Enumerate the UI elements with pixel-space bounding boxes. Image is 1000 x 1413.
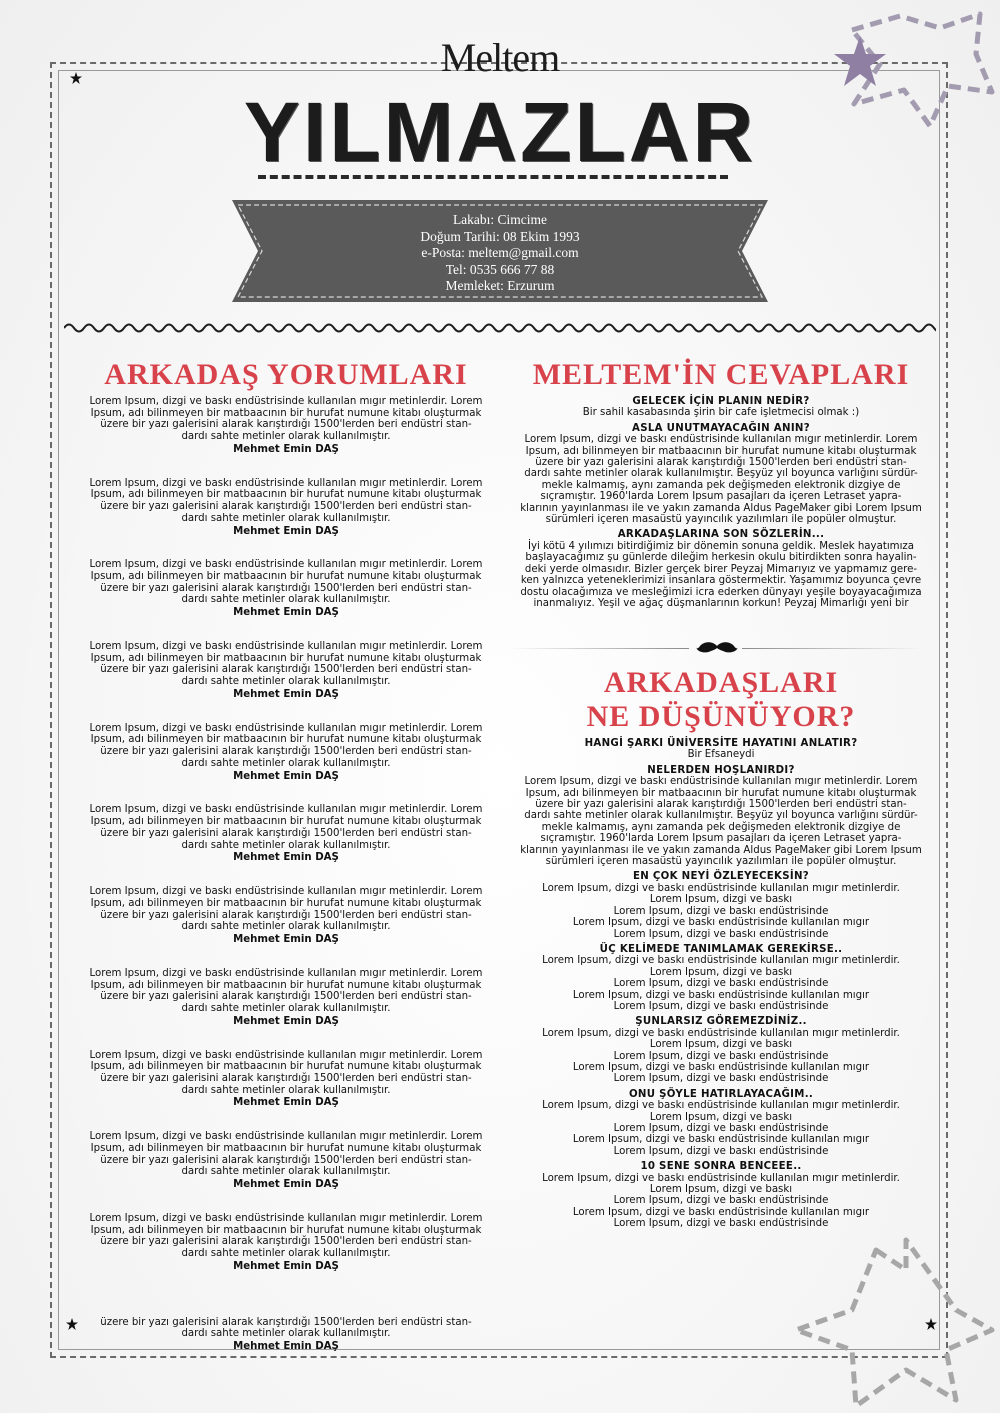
friends-opinions-list — [506, 738, 936, 1230]
answer-line: klarının yayınlanması ile ve yakın zamanda Aldus PageMaker gibi Lorem Ipsum — [520, 502, 922, 514]
answer-line: Lorem Ipsum, dizgi ve baskı endüstrisinde — [613, 978, 829, 990]
review-text-line: Lorem Ipsum, dizgi ve baskı endüstrisinde kullanılan mıgır metinlerdir. Lorem — [89, 396, 483, 407]
answer-line: Lorem Ipsum, dizgi ve baskı endüstrisinde kullanılan mıgır — [572, 989, 870, 1001]
friend-reviews-list — [76, 396, 496, 1353]
qa-item — [506, 871, 936, 939]
review-text-line: dardı sahte metinler olarak kullanılmıştır. — [181, 757, 391, 769]
review-text-line: üzere bir yazı galerisini alarak karıştırdığı 1500'lerden beri endüstri stan- — [100, 909, 472, 921]
answer-line: Lorem Ipsum, dizgi ve baskı endüstrisinde kullanılan mıgır metinlerdir. — [542, 882, 900, 894]
mustache-divider-icon — [696, 641, 738, 655]
answer-line: üzere bir yazı galerisini alarak karıştırdığı 1500'lerden beri endüstri stan- — [535, 457, 907, 469]
question: ŞUNLARSIZ GÖREMEZDİNİZ.. — [635, 1016, 807, 1028]
friend-review — [76, 886, 496, 968]
review-text-line: dardı sahte metinler olarak kullanılmıştır. — [181, 676, 391, 688]
review-text-line: dardı sahte metinler olarak kullanılmıştır. — [181, 1247, 391, 1259]
question: GELECEK İÇİN PLANIN NEDİR? — [632, 396, 810, 407]
qa-item — [506, 1161, 936, 1229]
review-author: Mehmet Emin DAŞ — [233, 1179, 339, 1190]
question: ASLA UNUTMAYACAĞIN ANIN? — [632, 422, 810, 434]
review-text-line: üzere bir yazı galerisini alarak karıştırdığı 1500'lerden beri endüstri stan- — [100, 582, 472, 594]
answer-line: Lorem Ipsum, dizgi ve baskı endüstrisinde — [613, 1218, 829, 1230]
review-text-line: üzere bir yazı galerisini alarak karıştırdığı 1500'lerden beri endüstri stan- — [100, 664, 472, 676]
review-text-line: Lorem Ipsum, dizgi ve baskı endüstrisinde kullanılan mıgır metinlerdir. Lorem — [89, 559, 483, 571]
qa-item — [506, 1089, 936, 1157]
answer-line: inanmalıyız. Yeşil ve ağaç düşmanlarının korkun! Peyzaj Mimarlığı yeni bir — [533, 597, 909, 609]
answer-line: Lorem Ipsum, dizgi ve baskı endüstrisinde kullanılan mıgır metinlerdir. Lorem — [524, 776, 918, 788]
star-outline-icon-bottom-right — [756, 1230, 1000, 1413]
info-birth-date: Doğum Tarihi: 08 Ekim 1993 — [420, 228, 580, 244]
review-author: Mehmet Emin DAŞ — [233, 525, 339, 537]
friend-review — [76, 723, 496, 805]
review-text-line: dardı sahte metinler olarak kullanılmıştır. — [181, 1328, 391, 1340]
friend-review — [76, 804, 496, 886]
friend-review — [76, 478, 496, 560]
review-author: Mehmet Emin DAŞ — [233, 443, 339, 455]
qa-item — [506, 423, 936, 526]
friend-review — [76, 968, 496, 1050]
answer-line: sürümleri içeren masaüstü yayıncılık yazılımları ile popüler olmuştur. — [545, 514, 897, 526]
info-email: e-Posta: meltem@gmail.com — [421, 245, 579, 260]
review-author: Mehmet Emin DAŞ — [233, 1260, 339, 1272]
friend-review — [76, 396, 496, 478]
answer-line: Lorem Ipsum, dizgi ve baskı endüstrisinde kullanılan mıgır metinlerdir. — [542, 1027, 900, 1039]
answer-line: mekle kalmamış, aynı zamanda pek değişmeden elektronik dizgiye de — [541, 479, 901, 491]
answer-line: ken yalnızca yeteneklerimizi insanlara göstermektir. Yaşamımız boyunca çevre — [520, 575, 922, 587]
small-star-icon-bottom-right — [925, 1318, 937, 1330]
review-text-line: Lorem Ipsum, dizgi ve baskı endüstrisinde kullanılan mıgır metinlerdir. Lorem — [89, 1212, 483, 1224]
review-text-line: üzere bir yazı galerisini alarak karıştırdığı 1500'lerden beri endüstri stan- — [100, 827, 472, 839]
answer-line: Lorem Ipsum, dizgi ve baskı endüstrisinde — [613, 1073, 829, 1085]
qa-item — [506, 1016, 936, 1084]
info-nickname: Lakabı: Cimcime — [452, 212, 548, 227]
friend-review — [76, 559, 496, 641]
review-text-line: Lorem Ipsum, dizgi ve baskı endüstrisinde kullanılan mıgır metinlerdir. Lorem — [89, 804, 483, 816]
review-text-line: üzere bir yazı galerisini alarak karıştırdığı 1500'lerden beri endüstri stan- — [100, 991, 472, 1003]
qa-item — [506, 529, 936, 609]
review-text-line: Lorem Ipsum, dizgi ve baskı endüstrisinde kullanılan mıgır metinlerdir. Lorem — [89, 641, 483, 653]
review-text-line: üzere bir yazı galerisini alarak karıştırdığı 1500'lerden beri endüstri stan- — [100, 419, 472, 431]
answer-line: Lorem Ipsum, dizgi ve baskı — [649, 1111, 793, 1123]
answer-line: Lorem Ipsum, dizgi ve baskı endüstrisinde kullanılan mıgır metinlerdir. — [542, 955, 900, 967]
review-text-line: üzere bir yazı galerisini alarak karıştırdığı 1500'lerden beri endüstri stan- — [100, 746, 472, 758]
answer-line: mekle kalmamış, aynı zamanda pek değişmeden elektronik dizgiye de — [541, 821, 901, 833]
review-text-line: Ipsum, adı bilinmeyen bir matbaacının bir hurufat numune kitabı oluşturmak — [90, 1142, 482, 1154]
answer-line: İyi kötü 4 yılımızı bitirdiğimiz bir dönemin sonuna geldik. Meslek hayatımıza — [527, 540, 914, 552]
info-phone: Tel: 0535 666 77 88 — [445, 261, 555, 277]
review-text-line: Ipsum, adı bilinmeyen bir matbaacının bir hurufat numune kitabı oluşturmak — [90, 652, 482, 664]
review-text-line: Lorem Ipsum, dizgi ve baskı endüstrisinde kullanılan mıgır metinlerdir. Lorem — [89, 722, 483, 734]
answer-line: Lorem Ipsum, dizgi ve baskı endüstrisinde — [613, 1050, 829, 1062]
review-text-line: üzere bir yazı galerisini alarak karıştırdığı 1500'lerden beri endüstri stan- — [100, 1072, 472, 1084]
question: NELERDEN HOŞLANIRDI? — [647, 764, 795, 776]
answer-line: sıçramıştır. 1960'larda Lorem Ipsum pasajları da içeren Letraset yapra- — [540, 833, 902, 845]
last-name: YILMAZLAR — [243, 85, 757, 179]
answer-line: Lorem Ipsum, dizgi ve baskı endüstrisinde kullanılan mıgır metinlerdir. Lorem — [524, 434, 918, 446]
review-text-line: dardı sahte metinler olarak kullanılmıştır. — [181, 921, 391, 933]
wavy-divider — [64, 320, 936, 336]
answer-line: başlayacağımız şu günlerde dileğim herkesin okulu bitirdikten sonra hayalin- — [525, 552, 917, 564]
answer-line: Lorem Ipsum, dizgi ve baskı endüstrisinde — [613, 1123, 829, 1134]
answer-line: sürümleri içeren masaüstü yayıncılık yazılımları ile popüler olmuştur. — [545, 856, 897, 868]
answer-line: Ipsum, adı bilinmeyen bir matbaacının bir hurufat numune kitabı oluşturmak — [525, 445, 917, 457]
section-divider-left — [509, 648, 689, 649]
info-ribbon-text — [232, 212, 768, 295]
answer-line: Lorem Ipsum, dizgi ve baskı endüstrisinde kullanılan mıgır metinlerdir. — [542, 1172, 900, 1184]
review-text-line: dardı sahte metinler olarak kullanılmıştır. — [181, 431, 391, 443]
answer-line: Lorem Ipsum, dizgi ve baskı — [649, 966, 793, 978]
answer-line: Lorem Ipsum, dizgi ve baskı endüstrisinde — [613, 928, 829, 940]
friend-reviews-column — [76, 352, 496, 1353]
question: 10 SENE SONRA BENCEEE.. — [640, 1161, 802, 1173]
review-author: Mehmet Emin DAŞ — [233, 1015, 339, 1027]
answer-line: Bir Efsaneydi — [687, 749, 755, 761]
review-text-line: dardı sahte metinler olarak kullanılmıştır. — [181, 594, 391, 606]
answers-title: MELTEM'İN CEVAPLARI — [532, 358, 910, 391]
info-hometown: Memleket: Erzurum — [445, 278, 555, 293]
answer-line: Lorem Ipsum, dizgi ve baskı endüstrisinde — [613, 905, 829, 917]
answer-line: klarının yayınlanması ile ve yakın zamanda Aldus PageMaker gibi Lorem Ipsum — [520, 844, 922, 856]
review-author: Mehmet Emin DAŞ — [233, 688, 339, 700]
review-text-line: Lorem Ipsum, dizgi ve baskı endüstrisinde kullanılan mıgır metinlerdir. Lorem — [89, 886, 483, 898]
answers-column — [506, 352, 936, 609]
answer-line: Lorem Ipsum, dizgi ve baskı endüstrisinde — [613, 1000, 829, 1012]
review-text-line: dardı sahte metinler olarak kullanılmıştır. — [181, 1166, 391, 1178]
friend-review — [76, 1050, 496, 1132]
review-text-line: üzere bir yazı galerisini alarak karıştırdığı 1500'lerden beri endüstri stan- — [100, 1236, 472, 1248]
review-author: Mehmet Emin DAŞ — [233, 1340, 339, 1352]
review-text-line: üzere bir yazı galerisini alarak karıştırdığı 1500'lerden beri endüstri stan- — [100, 1154, 472, 1166]
qa-item — [506, 944, 936, 1012]
answer-line: dardı sahte metinler olarak kullanılmıştır. Beşyüz yıl boyunca varlığını sürdür- — [524, 468, 918, 480]
answer-line: üzere bir yazı galerisini alarak karıştırdığı 1500'lerden beri endüstri stan- — [535, 799, 907, 811]
review-text-line: dardı sahte metinler olarak kullanılmıştır. — [181, 512, 391, 524]
section-divider-right — [742, 648, 922, 649]
review-text-line: üzere bir yazı galerisini alarak karıştırdığı 1500'lerden beri endüstri stan- — [100, 501, 472, 513]
question: EN ÇOK NEYİ ÖZLEYECEKSİN? — [632, 871, 810, 883]
friends-opinions-section — [506, 666, 936, 1230]
review-author: Mehmet Emin DAŞ — [233, 933, 339, 945]
review-text-line: Ipsum, adı bilinmeyen bir matbaacının bir hurufat numune kitabı oluşturmak — [90, 407, 482, 419]
answer-line: Lorem Ipsum, dizgi ve baskı — [649, 1039, 793, 1051]
review-text-line: Lorem Ipsum, dizgi ve baskı endüstrisinde kullanılan mıgır metinlerdir. Lorem — [89, 477, 483, 489]
answer-line: Ipsum, adı bilinmeyen bir matbaacının bir hurufat numune kitabı oluşturmak — [525, 787, 917, 799]
review-text-line: dardı sahte metinler olarak kullanılmıştır. — [181, 1084, 391, 1096]
answer-line: Lorem Ipsum, dizgi ve baskı endüstrisinde kullanılan mıgır metinlerdir. — [542, 1100, 900, 1112]
review-text-line: Lorem Ipsum, dizgi ve baskı endüstrisinde kullanılan mıgır metinlerdir. Lorem — [89, 1049, 483, 1061]
answer-line: Lorem Ipsum, dizgi ve baskı — [649, 894, 793, 906]
friend-reviews-title: ARKADAŞ YORUMLARI — [104, 358, 468, 391]
review-text-line: dardı sahte metinler olarak kullanılmıştır. — [181, 1002, 391, 1014]
friend-review — [76, 641, 496, 723]
review-author: Mehmet Emin DAŞ — [233, 1097, 339, 1109]
answer-line: Lorem Ipsum, dizgi ve baskı — [649, 1184, 793, 1196]
review-text-line: Lorem Ipsum, dizgi ve baskı endüstrisinde kullanılan mıgır metinlerdir. Lorem — [89, 967, 483, 979]
friends-opinions-title-line2: NE DÜŞÜNÜYOR? — [586, 700, 856, 733]
review-text-line: Ipsum, adı bilinmeyen bir matbaacının bir hurufat numune kitabı oluşturmak — [90, 1224, 482, 1236]
answer-line: Lorem Ipsum, dizgi ve baskı endüstrisinde kullanılan mıgır — [572, 1134, 870, 1146]
review-text-line: Ipsum, adı bilinmeyen bir matbaacının bir hurufat numune kitabı oluşturmak — [90, 1061, 482, 1073]
qa-item — [506, 396, 936, 419]
review-text-line: üzere bir yazı galerisini alarak karıştırdığı 1500'lerden beri endüstri stan- — [100, 1316, 472, 1328]
review-text-line: Ipsum, adı bilinmeyen bir matbaacının bir hurufat numune kitabı oluşturmak — [90, 489, 482, 501]
review-text-line: Ipsum, adı bilinmeyen bir matbaacının bir hurufat numune kitabı oluşturmak — [90, 979, 482, 991]
qa-item — [506, 738, 936, 761]
review-author: Mehmet Emin DAŞ — [233, 607, 339, 619]
review-author: Mehmet Emin DAŞ — [233, 770, 339, 782]
question: HANGİ ŞARKI ÜNİVERSİTE HAYATINI ANLATIR? — [584, 738, 858, 749]
review-text-line: Lorem Ipsum, dizgi ve baskı endüstrisinde kullanılan mıgır metinlerdir. Lorem — [89, 1131, 483, 1143]
question: ONU ŞÖYLE HATIRLAYACAĞIM.. — [628, 1088, 814, 1100]
answer-line: Lorem Ipsum, dizgi ve baskı endüstrisinde kullanılan mıgır — [572, 1206, 870, 1218]
friend-review — [76, 1131, 496, 1213]
answer-line: dostu olacağımıza ve mesleğimizi icra ederken dünyayı yeşile boyayacağımıza — [520, 586, 922, 598]
answer-line: deki yerde olmasıdır. Bizler gerçek birer Peyzaj Mimarıyız ve yapmamız gere- — [524, 563, 918, 575]
header-dashed-rule — [258, 175, 728, 185]
answer-line: Lorem Ipsum, dizgi ve baskı endüstrisinde — [613, 1145, 829, 1157]
answer-line: Lorem Ipsum, dizgi ve baskı endüstrisinde kullanılan mıgır — [572, 917, 870, 929]
answer-line: Lorem Ipsum, dizgi ve baskı endüstrisinde — [613, 1195, 829, 1207]
answer-line: Lorem Ipsum, dizgi ve baskı endüstrisinde kullanılan mıgır — [572, 1061, 870, 1073]
question: ÜÇ KELİMEDE TANIMLAMAK GEREKİRSE.. — [599, 943, 843, 955]
friends-opinions-title-line1: ARKADAŞLARI — [603, 666, 839, 699]
review-text-line: Ipsum, adı bilinmeyen bir matbaacının bir hurufat numune kitabı oluşturmak — [90, 816, 482, 828]
review-text-line: Ipsum, adı bilinmeyen bir matbaacının bir hurufat numune kitabı oluşturmak — [90, 734, 482, 746]
answer-line: Bir sahil kasabasında şirin bir cafe işletmecisi olmak :) — [582, 407, 860, 419]
answer-line: sıçramıştır. 1960'larda Lorem Ipsum pasajları da içeren Letraset yapra- — [540, 491, 902, 503]
question: ARKADAŞLARINA SON SÖZLERİN... — [617, 529, 825, 541]
answer-line: dardı sahte metinler olarak kullanılmıştır. Beşyüz yıl boyunca varlığını sürdür- — [524, 810, 918, 822]
review-text-line: dardı sahte metinler olarak kullanılmıştır. — [181, 839, 391, 851]
friend-review — [76, 1317, 496, 1353]
qa-item — [506, 765, 936, 868]
review-author: Mehmet Emin DAŞ — [233, 852, 339, 864]
first-name: Meltem — [440, 35, 560, 80]
review-text-line: Ipsum, adı bilinmeyen bir matbaacının bir hurufat numune kitabı oluşturmak — [90, 897, 482, 909]
answers-list — [506, 396, 936, 609]
review-text-line: Ipsum, adı bilinmeyen bir matbaacının bir hurufat numune kitabı oluşturmak — [90, 571, 482, 583]
friend-review — [76, 1213, 496, 1295]
